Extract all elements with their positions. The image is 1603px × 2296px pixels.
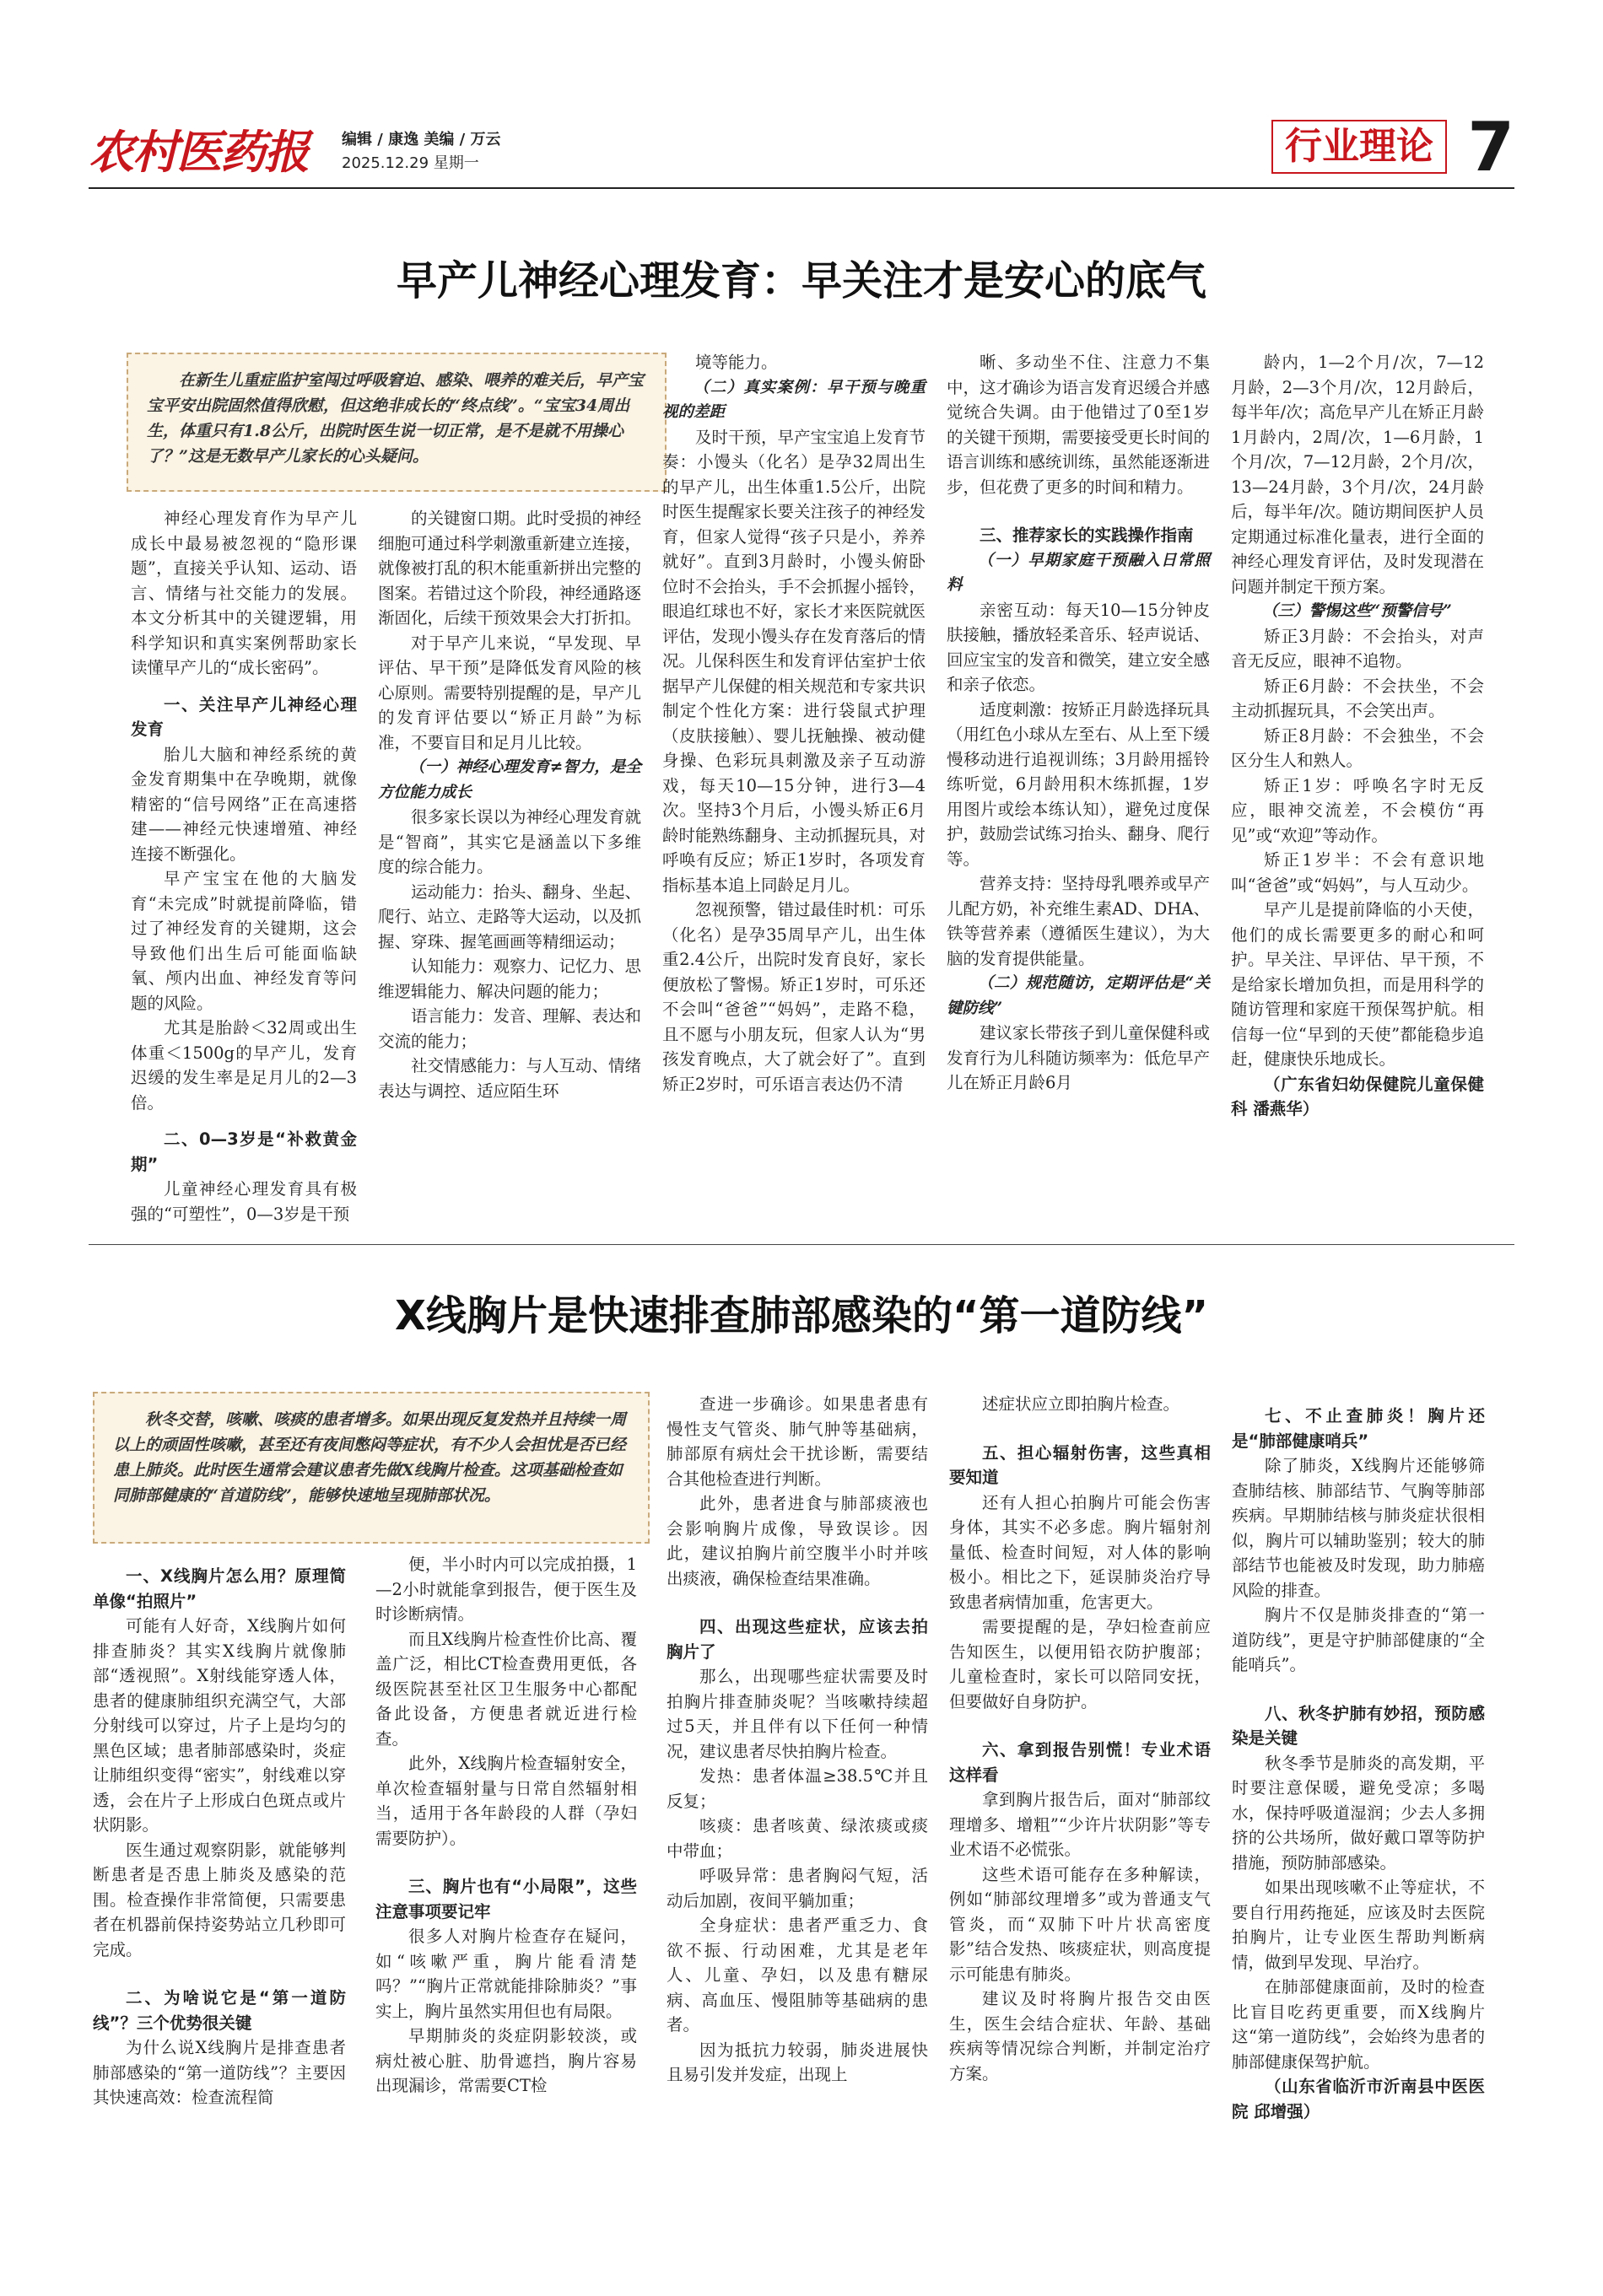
paragraph: 很多人对胸片检查存在疑问，如“咳嗽严重，胸片能看清楚吗？”“胸片正常就能排除肺炎？”事实上，胸片虽然实用但也有局限。 <box>375 1927 637 2021</box>
paragraph: 尤其是胎龄＜32周或出生体重＜1500g的早产儿，发育迟缓的发生率是足月儿的2—3倍。 <box>131 1018 357 1113</box>
masthead <box>89 108 1514 186</box>
article1-column-5 <box>1231 350 1484 1122</box>
paragraph: 早期肺炎的炎症阴影较淡，或病灶被心脏、肋骨遮挡，胸片容易出现漏诊，常需要CT检 <box>375 2026 637 2095</box>
paragraph: 便，半小时内可以完成拍摄，1—2小时就能拿到报告，便于医生及时诊断病情。 <box>375 1555 637 1624</box>
paragraph: 社交情感能力：与人互动、情绪表达与调控、适应陌生环 <box>378 1056 642 1101</box>
paragraph: 这些术语可能存在多种解读，例如“肺部纹理增多”或为普通支气管炎，而“双肺下叶片状高密度影”结合发热、咳痰症状，则高度提示可能患有肺炎。 <box>949 1864 1211 1984</box>
subsection-heading: （二）规范随访，定期评估是“关键防线” <box>947 974 1210 1017</box>
paragraph: 境等能力。 <box>695 353 778 372</box>
paragraph-gap <box>947 499 1210 511</box>
paragraph: 神经心理发育作为早产儿成长中最易被忽视的“隐形课题”，直接关乎认知、运动、语言、情绪与社交能力的发展。本文分析其中的关键逻辑，用科学知识和真实案例帮助家长读懂早产儿的“成长密码”。 <box>131 509 357 677</box>
article1-column-4 <box>947 350 1210 1096</box>
paragraph: 对于早产儿来说，“早发现、早评估、早干预”是降低发育风险的核心原则。需要特别提醒的是，早产儿的发育评估要以“矫正月龄”为标准，不要盲目和足月儿比较。 <box>378 633 642 752</box>
paragraph: 建议家长带孩子到儿童保健科或发育行为儿科随访频率为：低危早产儿在矫正月龄6月 <box>947 1023 1211 1092</box>
paragraph: 早产宝宝在他的大脑发育“未完成”时就提前降临，错过了神经发育的关键期，这会导致他们出生后可能面临缺氧、颅内出血、神经发育等问题的风险。 <box>131 869 357 1013</box>
author-byline: （山东省临沂市沂南县中医医院 邱增强） <box>1232 2077 1485 2121</box>
paragraph: 矫正1岁：呼唤名字时无反应，眼神交流差，不会模仿“再见”或“欢迎”等动作。 <box>1231 775 1484 845</box>
section-heading: 三、推荐家长的实践操作指南 <box>980 525 1194 545</box>
paragraph: 很多家长误以为神经心理发育就是“智商”，其实它是涵盖以下多维度的综合能力。 <box>378 807 642 876</box>
paragraph: 矫正8月龄：不会独坐，不会区分生人和熟人。 <box>1231 725 1484 770</box>
section-heading: 三、胸片也有“小局限”，这些注意事项要记牢 <box>375 1877 637 1921</box>
article2-column-2 <box>375 1552 637 2099</box>
paragraph: 儿童神经心理发育具有极强的“可塑性”，0—3岁是干预 <box>131 1179 357 1224</box>
article-divider <box>89 1244 1514 1245</box>
paragraph: 咳痰：患者咳黄、绿浓痰或痰中带血； <box>667 1816 928 1861</box>
page-number: 7 <box>1467 108 1514 186</box>
section-heading: 六、拿到报告别慌！专业术语这样看 <box>949 1740 1211 1785</box>
paragraph: 矫正1岁半：不会有意识地叫“爸爸”或“妈妈”，与人互动少。 <box>1231 850 1484 895</box>
article2-column-3 <box>667 1392 928 2088</box>
paragraph-gap <box>667 1591 928 1603</box>
masthead-rule <box>89 187 1514 189</box>
article1-column-1 <box>131 506 357 1226</box>
section-heading: 一、X线胸片怎么用？原理简单像“拍照片” <box>93 1566 346 1611</box>
paragraph: 查进一步确诊。如果患者患有慢性支气管炎、肺气肿等基础病，肺部原有病灶会干扰诊断，需要结合其他检查进行判断。 <box>667 1394 928 1489</box>
article2-column-1 <box>93 1552 346 2110</box>
author-byline: （广东省妇幼保健院儿童保健科 潘燕华） <box>1231 1074 1484 1118</box>
issue-date: 2025.12.29 星期一 <box>342 154 479 172</box>
editor-credit: 编辑 / 康逸 美编 / 万云 <box>342 131 501 148</box>
paragraph-gap <box>375 1851 637 1862</box>
paragraph: 认知能力：观察力、记忆力、思维逻辑能力、解决问题的能力； <box>378 957 642 1001</box>
paragraph: 营养支持：坚持母乳喂养或早产儿配方奶，补充维生素AD、DHA、铁等营养素（遵循医生建议），为大脑的发育提供能量。 <box>947 874 1211 968</box>
paragraph: 胸片不仅是肺炎排查的“第一道防线”，更是守护肺部健康的“全能哨兵”。 <box>1232 1605 1485 1674</box>
paragraph: 为什么说X线胸片是排查患者肺部感染的“第一道防线”？主要因其快速高效：检查流程简 <box>93 2038 346 2107</box>
paragraph: 在肺部健康面前，及时的检查比盲目吃药更重要，而X线胸片这“第一道防线”，会始终为患者的肺部健康保驾护航。 <box>1232 1977 1485 2072</box>
paragraph: 那么，出现哪些症状需要及时拍胸片排查肺炎呢？当咳嗽持续超过5天，并且伴有以下任何一种情况，建议患者尽快拍胸片检查。 <box>667 1667 928 1761</box>
paragraph-gap <box>949 1417 1211 1429</box>
section-heading: 四、出现这些症状，应该去拍胸片了 <box>667 1617 928 1662</box>
paragraph-gap <box>93 1962 346 1974</box>
section-heading: 二、0—3岁是“补救黄金期” <box>131 1129 357 1174</box>
article1-headline: 早产儿神经心理发育：早关注才是安心的底气 <box>396 257 1206 305</box>
section-heading: 七、不止查肺炎！胸片还是“肺部健康哨兵” <box>1232 1406 1485 1451</box>
paragraph: 除了肺炎，X线胸片还能够筛查肺结核、肺部结节、气胸等肺部疾病。早期肺结核与肺炎症状很相似，胸片可以辅助鉴别；较大的肺部结节也能被及时发现，助力肺癌风险的排查。 <box>1232 1456 1485 1600</box>
article2-column-5 <box>1232 1392 1485 2124</box>
paragraph: 此外，X线胸片检查辐射安全，单次检查辐射量与日常自然辐射相当，适用于各年龄段的人群（孕妇需要防护）。 <box>375 1754 637 1848</box>
paragraph: 发热：患者体温≥38.5℃并且反复； <box>667 1766 928 1811</box>
section-heading: 八、秋冬护肺有妙招，预防感染是关键 <box>1232 1703 1485 1748</box>
paragraph: 运动能力：抬头、翻身、坐起、爬行、站立、走路等大运动，以及抓握、穿珠、握笔画画等精细运动； <box>378 881 642 951</box>
paragraph: 述症状应立即拍胸片检查。 <box>982 1394 1180 1414</box>
paragraph: 呼吸异常：患者胸闷气短，活动后加剧，夜间平躺加重； <box>667 1866 928 1911</box>
section-heading: 一、关注早产儿神经心理发育 <box>131 694 357 739</box>
paragraph: 亲密互动：每天10—15分钟皮肤接触，播放轻柔音乐、轻声说话、回应宝宝的发音和微笑，建立安全感和亲子依恋。 <box>947 600 1211 694</box>
subsection-heading: （一）早期家庭干预融入日常照料 <box>947 551 1210 594</box>
paragraph: 龄内，1—2个月/次，7—12月龄，2—3个月/次，12月龄后，每半年/次；高危早产儿在矫正月龄1月龄内，2周/次，1—6月龄，1个月/次，7—12月龄，2个月/次，13—24月龄，3个月/次，24月龄后，每半年/次。随访期间医护人员定期通过标准化量表，进行全面的神经心理发育评估，及时发现潜在问题并制定干预方案。 <box>1231 353 1484 596</box>
article1-column-3 <box>662 350 926 1097</box>
paragraph: 因为抵抗力较弱，肺炎进展快且易引发并发症，出现上 <box>667 2040 928 2084</box>
paragraph: 适度刺激：按矫正月龄选择玩具（用红色小球从左至右、从上至下缓慢移动进行追视训练；3月龄用摇铃练听觉，6月龄用积木练抓握，1岁用图片或绘本练认知），避免过度保护，鼓励尝试练习抬头、翻身、爬行等。 <box>947 699 1211 869</box>
paragraph: 而且X线胸片检查性价比高、覆盖广泛，相比CT检查费用更低，各级医院甚至社区卫生服务中心都配备此设备，方便患者就近进行检查。 <box>375 1629 637 1749</box>
section-label: 行业理论 <box>1271 120 1447 174</box>
subsection-heading: （三）警惕这些“预警信号” <box>1262 602 1452 620</box>
article2-lead: 秋冬交替，咳嗽、咳痰的患者增多。如果出现反复发热并且持续一周以上的顽固性咳嗽，甚至还有夜间憋闷等症状，有不少人会担忧是否已经患上肺炎。此时医生通常会建议患者先做X线胸片检查。这项基础检查如同肺部健康的“首道防线”，能够快速地呈现肺部状况。 <box>93 1392 650 1544</box>
paragraph: 晰、多动坐不住、注意力不集中，这才确诊为语言发育迟缓合并感觉统合失调。由于他错过了0至1岁的关键干预期，需要接受更长时间的语言训练和感统训练，虽然能逐渐进步，但花费了更多的时间和精力。 <box>947 353 1211 497</box>
paragraph: 及时干预，早产宝宝追上发育节奏：小馒头（化名）是孕32周出生的早产儿，出生体重1.5公斤，出院时医生提醒家长要关注孩子的神经发育，但家人觉得“孩子只是小，养养就好”。直到3月龄时，小馒头俯卧位时不会抬头，手不会抓握小摇铃，眼追红球也不好，家长才来医院就医评估，发现小馒头存在发育落后的情况。儿保科医生和发育评估室护士依据早产儿保健的相关规范和专家共识制定个性化方案：进行袋鼠式护理（皮肤接触）、婴儿抚触操、被动健身操、色彩玩具刺激及亲子互动游戏，每天10—15分钟，进行3—4次。坚持3个月后，小馒头矫正6月龄时能熟练翻身、主动抓握玩具，对呼唤有反应；矫正1岁时，各项发育指标基本追上同龄足月儿。 <box>662 427 926 895</box>
article1-column-2 <box>378 506 641 1103</box>
paragraph: 忽视预警，错过最佳时机：可乐（化名）是孕35周早产儿，出生体重2.4公斤，出院时发育良好，家长便放松了警惕。矫正1岁时，可乐还不会叫“爸爸”“妈妈”，走路不稳，且不愿与小朋友玩，但家人认为“男孩发育晚点，大了就会好了”。直到矫正2岁时，可乐语言表达仍不清 <box>662 900 926 1094</box>
paragraph: 还有人担心拍胸片可能会伤害身体，其实不必多虑。胸片辐射剂量低、检查时间短，对人体的影响极小。相比之下，延误肺炎治疗导致患者病情加重，危害更大。 <box>949 1492 1211 1612</box>
paragraph: 拿到胸片报告后，面对“肺部纹理增多、增粗”“少许片状阴影”等专业术语不必慌张。 <box>949 1790 1211 1859</box>
article1-lead: 在新生儿重症监护室闯过呼吸窘迫、感染、喂养的难关后，早产宝宝平安出院固然值得欣慰，但这绝非成长的“终点线”。“宝宝34周出生，体重只有1.8公斤，出院时医生说一切正常，是不是就不用操心了？”这是无数早产儿家长的心头疑问。 <box>127 353 667 492</box>
paragraph: 建议及时将胸片报告交由医生，医生会结合症状、年龄、基础疾病等情况综合判断，并制定治疗方案。 <box>949 1989 1211 2083</box>
paragraph: 早产儿是提前降临的小天使，他们的成长需要更多的耐心和呵护。早关注、早评估、早干预，不是给家长增加负担，而是用科学的随访管理和家庭干预保驾护航。相信每一位“早到的天使”都能稳步追赶，健康快乐地成长。 <box>1231 900 1484 1069</box>
section-heading: 五、担心辐射伤害，这些真相要知道 <box>949 1442 1211 1487</box>
paragraph-gap <box>1232 1678 1485 1690</box>
paragraph: 此外，患者进食与肺部痰液也会影响胸片成像，导致误诊。因此，建议拍胸片前空腹半小时并咳出痰液，确保检查结果准确。 <box>667 1494 928 1588</box>
article2-headline: X线胸片是快速排查肺部感染的“第一道防线” <box>394 1292 1209 1339</box>
newspaper-logo: 农村医药报 <box>89 125 308 179</box>
masthead-info <box>342 128 500 175</box>
paragraph: 秋冬季节是肺炎的高发期，平时要注意保暖，避免受凉；多喝水，保持呼吸道湿润；少去人多拥挤的公共场所，做好戴口罩等防护措施，预防肺部感染。 <box>1232 1753 1485 1873</box>
paragraph: 矫正3月龄：不会抬头，对声音无反应，眼神不追物。 <box>1231 626 1484 671</box>
paragraph: 需要提醒的是，孕妇检查前应告知医生，以便用铅衣防护腹部；儿童检查时，家长可以陪同安抚，但要做好自身防护。 <box>949 1617 1211 1711</box>
paragraph: 矫正6月龄：不会扶坐，不会主动抓握玩具，不会笑出声。 <box>1231 676 1484 720</box>
paragraph-gap <box>949 1714 1211 1726</box>
paragraph: 的关键窗口期。此时受损的神经细胞可通过科学刺激重新建立连接，就像被打乱的积木能重新拼出完整的图案。若错过这个阶段，神经通路逐渐固化，后续干预效果会大打折扣。 <box>378 509 642 628</box>
subsection-heading: （二）真实案例：早干预与晚重视的差距 <box>662 378 926 421</box>
paragraph: 全身症状：患者严重乏力、食欲不振、行动困难，尤其是老年人、儿童、孕妇，以及患有糖尿病、高血压、慢阻肺等基础病的患者。 <box>667 1916 928 2035</box>
subsection-heading: （一）神经心理发育≠智力，是全方位能力成长 <box>378 758 641 801</box>
paragraph: 医生通过观察阴影，就能够判断患者是否患上肺炎及感染的范围。检查操作非常简便，只需要患者在机器前保持姿势站立几秒即可完成。 <box>93 1840 346 1959</box>
paragraph: 可能有人好奇，X线胸片如何排查肺炎？其实X线胸片就像肺部“透视照”。X射线能穿透人体，患者的健康肺组织充满空气，大部分射线可以穿过，片子上是均匀的黑色区域；患者肺部感染时，炎症让肺组织变得“密实”，射线难以穿透，会在片子上形成白色斑点或片状阴影。 <box>93 1616 346 1835</box>
article2-column-4 <box>949 1392 1211 2086</box>
paragraph: 胎儿大脑和神经系统的黄金发育期集中在孕晚期，就像精密的“信号网络”正在高速搭建——神经元快速增殖、神经连接不断强化。 <box>131 744 357 864</box>
paragraph: 语言能力：发音、理解、表达和交流的能力； <box>378 1006 642 1051</box>
paragraph: 如果出现咳嗽不止等症状，不要自行用药拖延，应该及时去医院拍胸片，让专业医生帮助判断病情，做到早发现、早治疗。 <box>1232 1878 1485 1972</box>
section-heading: 二、为啥说它是“第一道防线”？三个优势很关键 <box>93 1988 346 2033</box>
